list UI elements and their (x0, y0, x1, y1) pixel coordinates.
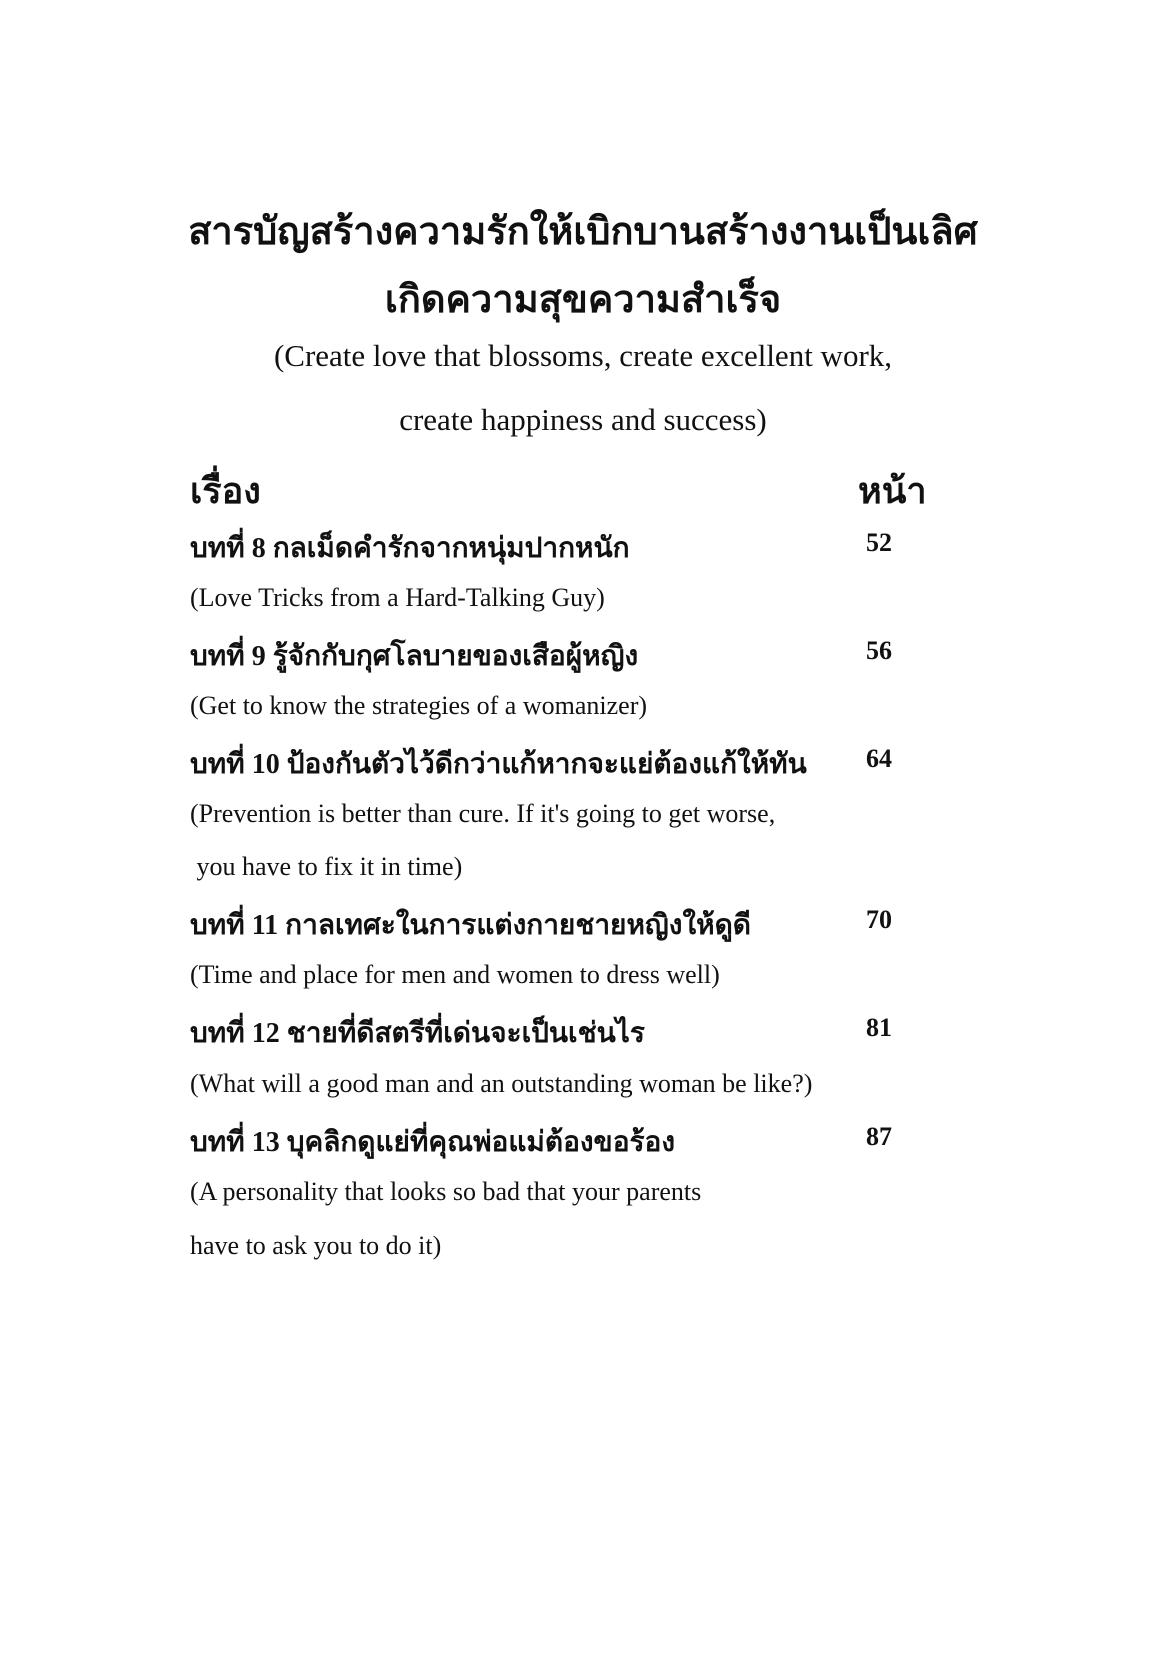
chapter-10-translation-line-1: (Prevention is better than cure. If it's going to get worse, (190, 799, 776, 828)
chapter-10-title: บทที่ 10 ป้องกันตัวไว้ดีกว่าแก้หากจะแย่ต้องแก้ให้ทัน (190, 749, 807, 780)
chapter-11-translation: (Time and place for men and women to dress well) (190, 960, 720, 989)
chapter-13-title: บทที่ 13 บุคลิกดูแย่ที่คุณพ่อแม่ต้องขอร้อง (190, 1127, 676, 1158)
chapter-13-page: 87 (866, 1122, 892, 1151)
chapter-13-translation-line-2: have to ask you to do it) (190, 1231, 442, 1260)
chapter-12-page: 81 (866, 1013, 892, 1042)
title-english-line-1: (Create love that blossoms, create excellent work, (273, 338, 893, 373)
title-thai-line-1: สารบัญสร้างความรักให้เบิกบานสร้างงานเป็นเลิศ (188, 211, 978, 253)
page-column-header: หน้า (858, 471, 927, 511)
chapter-8-title: บทที่ 8 กลเม็ดคำรักจากหนุ่มปากหนัก (190, 533, 630, 564)
chapter-12-title: บทที่ 12 ชายที่ดีสตรีที่เด่นจะเป็นเช่นไร (190, 1018, 645, 1049)
chapter-9-translation: (Get to know the strategies of a womanizer) (190, 691, 648, 720)
chapter-8-translation: (Love Tricks from a Hard-Talking Guy) (190, 583, 605, 612)
chapter-8-page: 52 (866, 528, 892, 557)
chapter-11-page: 70 (866, 905, 892, 934)
chapter-9-title: บทที่ 9 รู้จักกับกุศโลบายของเสือผู้หญิง (190, 641, 639, 672)
chapter-10-translation-line-2: you have to fix it in time) (190, 852, 463, 881)
title-english-line-2: create happiness and success) (399, 402, 767, 437)
chapter-10-page: 64 (866, 744, 892, 773)
chapter-11-title: บทที่ 11 กาลเทศะในการแต่งกายชายหญิงให้ดูดี (190, 910, 751, 941)
chapter-9-page: 56 (866, 636, 892, 665)
title-thai-line-2: เกิดความสุขความสำเร็จ (384, 279, 782, 321)
chapter-13-translation-line-1: (A personality that looks so bad that your parents (190, 1177, 702, 1206)
topic-column-header: เรื่อง (190, 471, 261, 511)
chapter-12-translation: (What will a good man and an outstanding woman be like?) (190, 1069, 813, 1098)
